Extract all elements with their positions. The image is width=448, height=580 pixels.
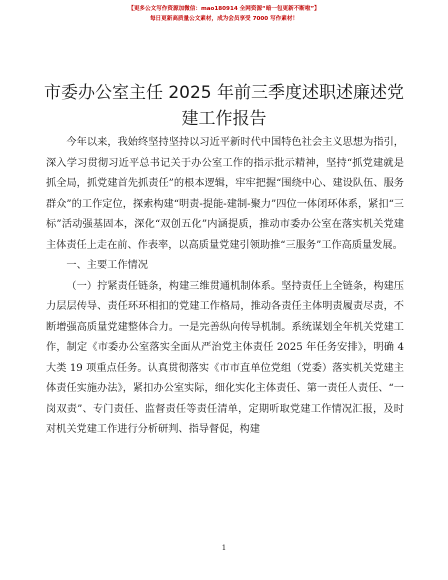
section-heading: 一、主要工作情况	[66, 260, 148, 271]
page-number: 1	[221, 544, 227, 552]
intro-paragraph: 今年以来，我始终坚持坚持以习近平新时代中国特色社会主义思想为指引，深入学习贯彻习近平总书记关于办公室工作的指示批示精神，坚持“抓党建就是抓全局，抓党建首先抓责任”的根本逻辑，牢牢把握“围绕中心、建设队伍、服务群众”的工作定位，探索构建“明责-提能-建制-聚力”四位一体闭环体系，紧扣“三标”活动强基固本，深化“双创五化”内涵提质，推动市委办公室在落实机关党建主体责任上走在前、作表率，以高质量党建引领助推“三服务”工作高质量发展。	[46, 137, 404, 251]
banner-promo-line-2: 每日更新高质量公文素材，成为会员享受 7000 写作素材！	[149, 16, 299, 22]
document-title: 市委办公室主任 2025 年前三季度述职述廉述党建工作报告	[43, 83, 405, 129]
banner-promo-line-1: 【更多公文写作资源加微信：mao180914 全网资源“暗一包更新不断啦”】	[128, 6, 320, 12]
document-body	[46, 133, 404, 441]
header-banner	[0, 4, 448, 24]
body-paragraph: （一）拧紧责任链条，构建三维贯通机制体系。坚持责任上全链条，构建压力层层传导、责任环环相扣的党建工作格局，推动各责任主体明责履责尽责，不断增强高质量党建整体合力。一是完善纵向传导机制。系统谋划全年机关党建工作，制定《市委办公室落实全面从严治党主体责任 2025 年任务安排》，明确 4 大类 19 项重点任务。认真贯彻落实《市市直单位党组（党委）落实机关党建主体责任实施办法》，紧扣办公室实际，细化实化主体责任、第一责任人责任、“一岗双责”、专门责任、监督责任等责任清单，定期听取党建工作情况汇报，及时对机关党建工作进行分析研判、指导督促，构建	[46, 280, 404, 435]
